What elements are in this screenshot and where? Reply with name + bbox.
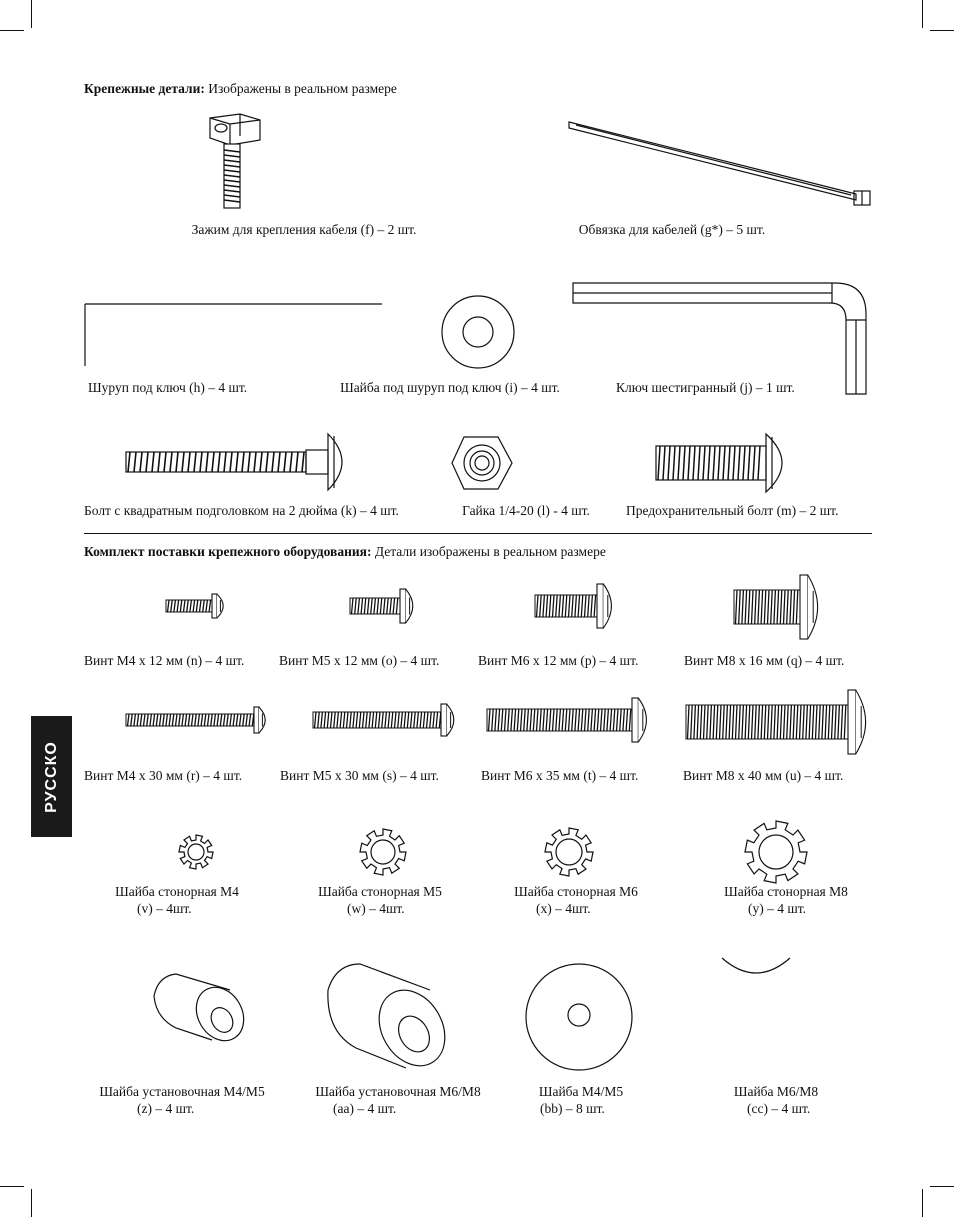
caption-o: Винт M5 x 12 мм (o) – 4 шт. <box>279 653 440 668</box>
caption-y-line2: (y) – 4 шт. <box>748 901 807 916</box>
section2-heading-bold: Комплект поставки крепежного оборудования: <box>84 544 372 559</box>
caption-bb-line2: (bb) – 8 шт. <box>540 1101 605 1116</box>
caption-w-line1: Шайба стонорная M5 <box>318 884 442 899</box>
caption-l: Гайка 1/4-20 (l) - 4 шт. <box>462 503 590 518</box>
caption-m: Предохранительный болт (m) – 2 шт. <box>626 503 839 518</box>
caption-x-line2: (x) – 4шт. <box>536 901 591 916</box>
caption-aa-line1: Шайба установочная M6/M8 <box>315 1084 481 1099</box>
flat-washer-m4-m5-illustration <box>524 962 636 1074</box>
caption-v-line2: (v) – 4шт. <box>137 901 192 916</box>
caption-x-line1: Шайба стонорная M6 <box>514 884 638 899</box>
caption-v-line1: Шайба стонорная M4 <box>115 884 239 899</box>
lock-washer-m6 <box>545 828 593 876</box>
lock-washer-m8 <box>745 821 807 883</box>
caption-cc-line1: Шайба M6/M8 <box>733 1084 819 1099</box>
lock-washer-m4 <box>179 835 213 869</box>
caption-g: Обвязка для кабелей (g*) – 5 шт. <box>578 222 766 237</box>
flat-washer-m6-m8-illustration <box>718 954 794 978</box>
caption-h: Шуруп под ключ (h) – 4 шт. <box>88 380 248 395</box>
spacer-m6-m8-illustration <box>322 960 452 1075</box>
caption-r: Винт M4 x 30 мм (r) – 4 шт. <box>84 768 243 783</box>
caption-u: Винт M8 x 40 мм (u) – 4 шт. <box>683 768 844 783</box>
section1-heading-bold: Крепежные детали: <box>84 81 205 96</box>
caption-p: Винт M6 x 12 мм (p) – 4 шт. <box>478 653 639 668</box>
caption-q: Винт M8 x 16 мм (q) – 4 шт. <box>684 653 845 668</box>
caption-f: Зажим для крепления кабеля (f) – 2 шт. <box>191 222 417 237</box>
caption-j: Ключ шестигранный (j) – 1 шт. <box>616 380 795 395</box>
caption-s: Винт M5 x 30 мм (s) – 4 шт. <box>280 768 439 783</box>
spacer-m4-m5-illustration <box>150 968 250 1048</box>
caption-z-line2: (z) – 4 шт. <box>137 1101 195 1116</box>
caption-k: Болт с квадратным подголовком на 2 дюйма (k) – 4 шт. <box>84 503 399 518</box>
section2-heading-rest: Детали изображены в реальном размере <box>371 544 606 559</box>
caption-t: Винт M6 x 35 мм (t) – 4 шт. <box>481 768 639 783</box>
caption-cc-line2: (cc) – 4 шт. <box>747 1101 811 1116</box>
caption-z-line1: Шайба установочная M4/M5 <box>99 1084 265 1099</box>
lock-washer-m5 <box>360 829 406 875</box>
language-tab-label: РУССКО <box>42 740 60 813</box>
caption-i: Шайба под шуруп под ключ (i) – 4 шт. <box>340 380 560 395</box>
caption-w-line2: (w) – 4шт. <box>347 901 405 916</box>
caption-n: Винт M4 x 12 мм (n) – 4 шт. <box>84 653 245 668</box>
caption-y-line1: Шайба стонорная M8 <box>724 884 848 899</box>
caption-aa-line2: (aa) – 4 шт. <box>333 1101 397 1116</box>
section1-heading-rest: Изображены в реальном размере <box>204 81 397 96</box>
caption-bb-line1: Шайба M4/M5 <box>538 1084 624 1099</box>
